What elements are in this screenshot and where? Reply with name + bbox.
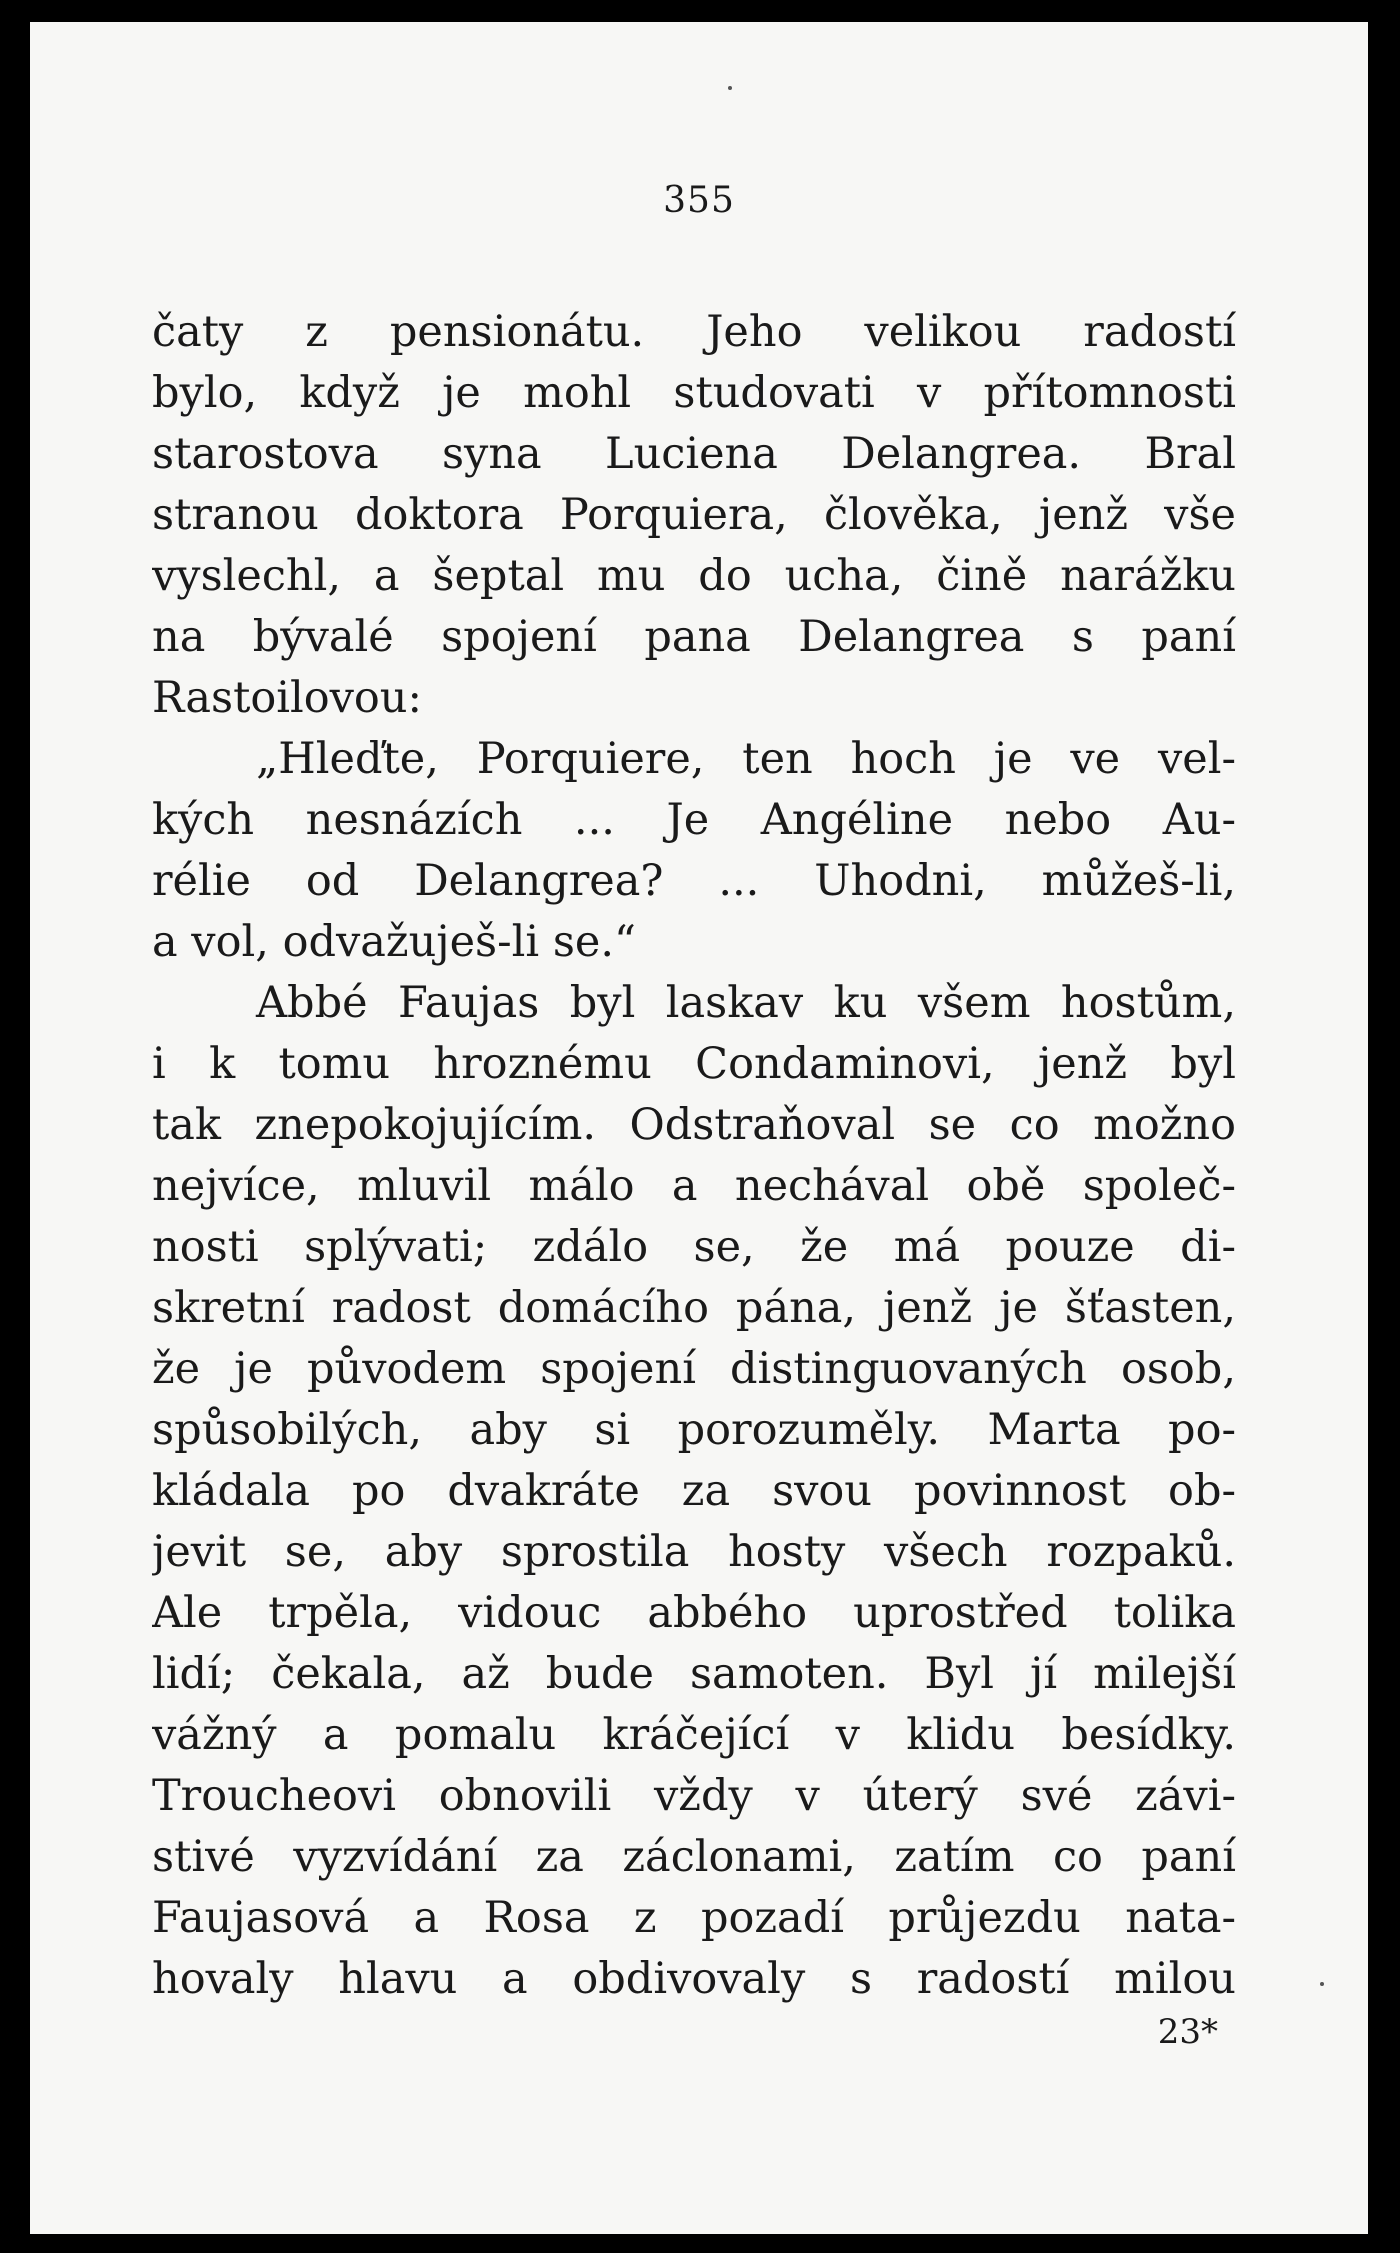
page-number: 355 [663,180,735,221]
text-line: vyslechl, a šeptal mu do ucha, čině narážku [152,551,1236,601]
book-page [30,22,1368,2234]
text-line: čaty z pensionátu. Jeho velikou radostí [152,307,1236,357]
text-line: tak znepokojujícím. Odstraňoval se co možno [152,1100,1236,1150]
text-line: starostova syna Luciena Delangrea. Bral [152,429,1236,479]
text-line: nosti splývati; zdálo se, že má pouze di- [152,1222,1236,1272]
text-line: jevit se, aby sprostila hosty všech rozpaků. [152,1527,1236,1577]
text-line: vážný a pomalu kráčející v klidu besídky. [152,1710,1236,1760]
text-line: Ale trpěla, vidouc abbého uprostřed tolika [152,1588,1236,1638]
paper-speck [1320,1982,1324,1986]
body-text [152,302,1236,2010]
text-line: rélie od Delangrea? ... Uhodni, můžeš-li, [152,856,1236,906]
text-line: lidí; čekala, až bude samoten. Byl jí milejší [152,1649,1236,1699]
paper-speck [728,86,732,90]
text-line: hovaly hlavu a obdivovaly s radostí milou [152,1954,1236,2004]
text-line: a vol, odvažuješ-li se.“ [152,917,636,967]
text-line: i k tomu hroznému Condaminovi, jenž byl [152,1039,1236,1089]
text-line: nejvíce, mluvil málo a nechával obě společ- [152,1161,1236,1211]
text-line: stivé vyzvídání za záclonami, zatím co paní [152,1832,1236,1882]
text-line: Abbé Faujas byl laskav ku všem hostům, [256,978,1236,1028]
text-line: Rastoilovou: [152,673,422,723]
text-line: kých nesnázích ... Je Angéline nebo Au- [152,795,1236,845]
text-line: spůsobilých, aby si porozuměly. Marta po- [152,1405,1236,1455]
text-line: Troucheovi obnovili vždy v úterý své závi- [152,1771,1236,1821]
text-line: Faujasová a Rosa z pozadí průjezdu nata- [152,1893,1236,1943]
text-line: skretní radost domácího pána, jenž je šťasten, [152,1283,1236,1333]
text-line: kládala po dvakráte za svou povinnost ob- [152,1466,1236,1516]
text-line: stranou doktora Porquiera, člověka, jenž vše [152,490,1236,540]
text-line: bylo, když je mohl studovati v přítomnosti [152,368,1236,418]
text-line: na bývalé spojení pana Delangrea s paní [152,612,1236,662]
signature-mark: 23* [1157,2012,1218,2052]
text-line: že je původem spojení distinguovaných osob, [152,1344,1236,1394]
text-line: „Hleďte, Porquiere, ten hoch je ve vel- [256,734,1236,784]
